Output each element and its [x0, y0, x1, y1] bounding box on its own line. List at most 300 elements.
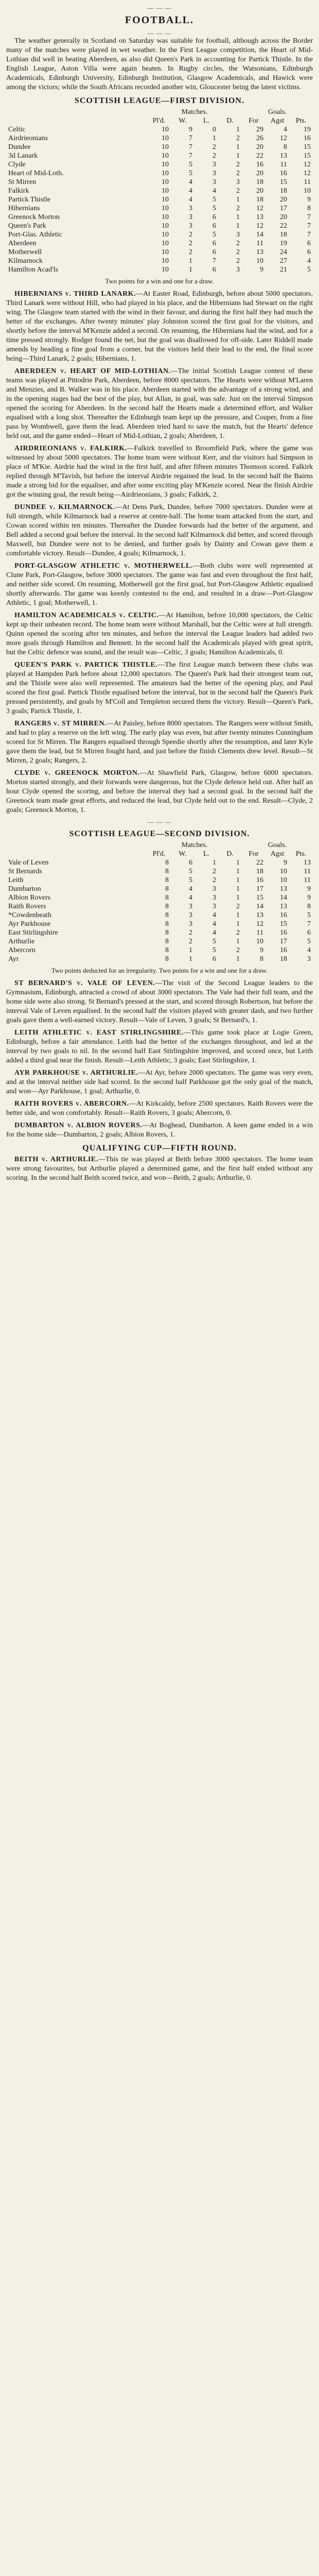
column-header: D.	[226, 117, 234, 125]
first-division-table	[6, 108, 313, 274]
stat-cell: 5	[189, 876, 192, 884]
stat-cell: 2	[236, 946, 240, 954]
stat-cell: 9	[189, 126, 192, 133]
stat-cell: 1	[212, 134, 216, 142]
stat-cell: 2	[236, 903, 240, 910]
report-text: —At Shawfield Park, Glasgow, before 6000 spectators. Morton started strongly, and their forwards were dangerous, but the Clyde defence held out. After half an hour Clyde opened the scoring, and before the interval they had a second goal. In the second half the Greenock team made great efforts, and reduced the lead, but Clyde held out to the end. Result—Clyde, 2 goals; Greenock Morton, 1.	[6, 769, 313, 814]
stat-cell: 11	[304, 868, 311, 875]
stat-cell: 22	[256, 859, 263, 867]
report-text: —At Dens Park, Dundee, before 7000 spectators. Dundee were at full strength, while Kilmarnock had a reserve at centre-half. The home team attacked from the start, and Cowan scored within ten minutes. Thereafter the Dundee forwards had the better of the argument, and Bell added a second goal before the interval. In the second half Kilmarnock did better, and scored through Maxwell, but Dundee were not to be denied, and further goals by Dainty and Cowan gave them a comfortable victory. Result—Dundee, 4 goals; Kilmarnock, 1.	[6, 503, 313, 557]
stat-cell: 13	[280, 885, 287, 893]
stat-cell: 13	[256, 213, 263, 221]
stat-cell: 1	[236, 196, 240, 204]
match-report	[6, 1121, 313, 1140]
stat-cell: 16	[280, 946, 287, 954]
report-text: —At Easter Road, Edinburgh, before about 5000 spectators. Third Lanark were without Hill, who had played in his place, and the Hibernians had Stewart on the right wing. The Glasgow team started with the wind in their favour, and during the first half they had much the better of the exchanges. After twenty minutes' play Johnston scored the first goal for the visitors, and shortly before the interval M'Kenzie added a second. On resuming, the Hibernians had the wind, and for a time pressed strongly. Rodger found the net, but the goal was disallowed for off-side. Later Riddell made amends by heading a fine goal from a corner, but the visitors held their lead to the end, the final score being—Third Lanark, 2 goals; Hibernians, 1.	[6, 290, 313, 363]
stat-cell: 2	[236, 205, 240, 212]
stat-cell: 8	[260, 955, 263, 963]
team-name: Airdrieonians	[8, 134, 48, 142]
stat-cell: 6	[307, 248, 311, 256]
team-name: Ayr Parkhouse	[8, 920, 51, 928]
stat-cell: 1	[189, 955, 192, 963]
stat-cell: 12	[304, 170, 311, 177]
stat-cell: 1	[236, 938, 240, 945]
stat-cell: 1	[189, 266, 192, 274]
report-lead: PORT-GLASGOW ATHLETIC v. MOTHERWELL.	[14, 562, 193, 570]
stat-cell: 7	[307, 222, 311, 230]
stat-cell: 11	[280, 161, 287, 168]
report-lead: LEITH ATHLETIC v. EAST STIRLINGSHIRE.	[14, 1029, 184, 1037]
team-name: Kilmarnock	[8, 257, 43, 265]
team-name: Vale of Leven	[8, 859, 49, 867]
stat-cell: 10	[162, 161, 169, 168]
stat-cell: 1	[236, 126, 240, 133]
stat-cell: 7	[307, 920, 311, 928]
report-lead: AYR PARKHOUSE v. ARTHURLIE.	[14, 1069, 138, 1077]
stat-cell: 24	[280, 248, 287, 256]
stat-cell: 3	[189, 213, 192, 221]
stat-cell: 20	[256, 143, 263, 151]
stat-cell: 17	[256, 885, 263, 893]
stat-cell: 5	[212, 205, 216, 212]
stat-cell: 8	[165, 938, 169, 945]
stat-cell: 7	[212, 257, 216, 265]
report-lead: CLYDE v. GREENOCK MORTON.	[14, 769, 140, 777]
stat-cell: 2	[212, 143, 216, 151]
table-group-header	[6, 108, 313, 116]
stat-cell: 13	[256, 911, 263, 919]
stat-cell: 10	[162, 205, 169, 212]
report-lead: DUNDEE v. KILMARNOCK.	[14, 503, 115, 511]
stat-cell: 1	[236, 885, 240, 893]
stat-cell: 1	[236, 920, 240, 928]
first-division-heading: SCOTTISH LEAGUE—FIRST DIVISION.	[75, 96, 244, 105]
stat-cell: 7	[189, 152, 192, 160]
match-report	[6, 1028, 313, 1065]
team-name: St Mirren	[8, 178, 37, 186]
stat-cell: 4	[189, 885, 192, 893]
stat-cell: 10	[162, 231, 169, 239]
stat-cell: 1	[236, 222, 240, 230]
report-text: —The initial Scottish League contest of these teams was played at Pittodrie Park, Aberdeen, before 8000 spectators. The Hearts were without M'Laren and Menzies, and B. Walker was in his place. Aberdeen started with the advantage of a strong wind, and in the opening stages had the best of the play, but Allan, in goal, was safe. Just on the interval Simpson opened the scoring for Aberdeen. In the second half the Hearts made a determined effort, and Walker equalised with a long shot. Thereafter the Edinburgh team kept up the pressure, and Couper, from a fine pass by Wombwell, gave them the lead. Aberdeen tried hard to save the match, but the Hearts' defence held out, and the game ended—Heart of Mid-Lothian, 2 goals; Aberdeen, 1.	[6, 367, 313, 440]
stat-cell: 16	[280, 170, 287, 177]
stat-cell: 5	[212, 946, 216, 954]
stat-cell: 10	[256, 938, 263, 945]
stat-cell: 1	[236, 143, 240, 151]
stat-cell: 10	[162, 178, 169, 186]
stat-cell: 10	[280, 876, 287, 884]
goals-group-label: Goals.	[268, 108, 287, 116]
table-row	[6, 204, 313, 213]
stat-cell: 8	[307, 903, 311, 910]
stat-cell: 10	[162, 170, 169, 177]
table-row	[6, 920, 313, 928]
stat-cell: 9	[307, 894, 311, 902]
stat-cell: 2	[189, 938, 192, 945]
team-name: Heart of Mid-Loth.	[8, 170, 64, 177]
stat-cell: 10	[162, 222, 169, 230]
stat-cell: 21	[280, 266, 287, 274]
stat-cell: 8	[165, 929, 169, 937]
table-body	[6, 858, 313, 963]
stat-cell: 19	[304, 126, 311, 133]
title-rule: — — —	[147, 29, 172, 37]
stat-cell: 10	[280, 868, 287, 875]
stat-cell: 4	[212, 187, 216, 195]
report-text: —At Kirkcaldy, before 2500 spectators. Raith Rovers were the better side, and won comfortably. Result—Raith Rovers, 3 goals; Abercorn, 0.	[6, 1100, 313, 1117]
team-name: Greenock Morton	[8, 213, 60, 221]
stat-cell: 6	[212, 213, 216, 221]
report-text: —The first League match between these clubs was played at Hampden Park before about 12,000 spectators. The Queen's Park had their strongest team out, and the Thistle were also well represented. The amateurs had the better of the opening play, and Paul scored the first goal. Partick Thistle equalised before the interval, but in the second half the Queen's Park pressed persistently, and goals by M'Coll and Templeton secured them the victory. Result—Queen's Park, 3 goals; Partick Thistle, 1.	[6, 661, 313, 715]
cup-heading: QUALIFYING CUP—FIFTH ROUND.	[82, 1144, 237, 1153]
stat-cell: 3	[189, 903, 192, 910]
match-report	[6, 769, 313, 815]
stat-cell: 1	[189, 257, 192, 265]
table-row	[6, 178, 313, 187]
stat-cell: 10	[162, 187, 169, 195]
second-division-reports	[6, 979, 313, 1140]
report-text: —This tie was played at Beith before 3000 spectators. The home team were strong favourites, but Arthurlie played a determined game, and the first half ended without any scoring. In the second half Beith scored twice, and won—Beith, 2 goals; Arthurlie, 0.	[6, 1156, 313, 1182]
stat-cell: 11	[256, 240, 263, 247]
match-report	[6, 444, 313, 500]
second-division-table	[6, 841, 313, 963]
stat-cell: 1	[236, 152, 240, 160]
stat-cell: 20	[280, 196, 287, 204]
team-name: Hibernians	[8, 205, 40, 212]
matches-group-label: Matches.	[181, 841, 208, 849]
stat-cell: 8	[165, 955, 169, 963]
stat-cell: 8	[165, 885, 169, 893]
stat-cell: 5	[189, 170, 192, 177]
table-row	[6, 885, 313, 893]
stat-cell: 13	[280, 903, 287, 910]
stat-cell: 18	[280, 187, 287, 195]
first-division-note: Two points for a win and one for a draw.	[105, 277, 214, 285]
stat-cell: 12	[280, 134, 287, 142]
stat-cell: 1	[236, 955, 240, 963]
stat-cell: 4	[189, 894, 192, 902]
stat-cell: 20	[256, 187, 263, 195]
stat-cell: 8	[165, 894, 169, 902]
report-text: —At Paisley, before 8000 spectators. The Rangers were without Smith, and had to play a reserve on the left wing. The early play was even, but after twenty minutes Cunningham scored for St Mirren. The Rangers equalised through Speedie shortly after the resumption, and later Kyle gave them the lead, but St Mirren fought hard, and just before the finish Clements drew level. Result—St Mirren, 2 goals; Rangers, 2.	[6, 720, 313, 765]
stat-cell: 6	[307, 240, 311, 247]
team-name: Aberdeen	[8, 240, 37, 247]
stat-cell: 2	[189, 240, 192, 247]
stat-cell: 6	[189, 859, 192, 867]
stat-cell: 3	[189, 222, 192, 230]
stat-cell: 6	[212, 266, 216, 274]
column-header: Pts.	[295, 850, 307, 858]
stat-cell: 16	[280, 911, 287, 919]
stat-cell: 4	[283, 126, 287, 133]
stat-cell: 1	[236, 911, 240, 919]
stat-cell: 10	[162, 152, 169, 160]
stat-cell: 1	[212, 859, 216, 867]
table-row	[6, 867, 313, 876]
stat-cell: 3	[212, 178, 216, 186]
stat-cell: 18	[256, 868, 263, 875]
match-report	[6, 1099, 313, 1118]
stat-cell: 18	[256, 196, 263, 204]
table-row	[6, 876, 313, 885]
column-header: For	[249, 117, 259, 125]
stat-cell: 6	[212, 240, 216, 247]
goals-group-label: Goals.	[268, 841, 287, 849]
report-text: —The visit of the Second League leaders to the Gymnasium, Edinburgh, attracted a crowd of about 3000 spectators. The Vale had their full team, and the home side were also strong. St Bernard's pressed at the start, and scored through Robertson, but before the interval Vale of Leven equalised. In the second half the visitors played with greater dash, and two further goals gave them a well-earned victory. Result—Vale of Leven, 3 goals; St Bernard's, 1.	[6, 979, 313, 1024]
stat-cell: 2	[236, 187, 240, 195]
stat-cell: 19	[280, 240, 287, 247]
table-row	[6, 187, 313, 195]
stat-cell: 6	[212, 222, 216, 230]
stat-cell: 5	[212, 938, 216, 945]
table-row	[6, 143, 313, 151]
column-header: Pl'd.	[152, 117, 166, 125]
match-report	[6, 367, 313, 441]
stat-cell: 4	[212, 929, 216, 937]
stat-cell: 14	[256, 231, 263, 239]
stat-cell: 16	[256, 161, 263, 168]
team-name: Partick Thistle	[8, 196, 50, 204]
table-row	[6, 902, 313, 911]
stat-cell: 16	[256, 876, 263, 884]
team-name: Arthurlie	[8, 938, 35, 945]
match-report	[6, 290, 313, 364]
stat-cell: 12	[256, 222, 263, 230]
stat-cell: 1	[189, 946, 192, 954]
stat-cell: 16	[304, 134, 311, 142]
stat-cell: 8	[165, 876, 169, 884]
report-lead: HIBERNIANS v. THIRD LANARK.	[14, 290, 136, 298]
stat-cell: 2	[236, 170, 240, 177]
table-row	[6, 257, 313, 265]
stat-cell: 11	[304, 876, 311, 884]
team-name: Dundee	[8, 143, 31, 151]
report-text: —At Boghead, Dumbarton. A keen game ended in a win for the home side—Dumbarton, 2 goals; Albion Rovers, 1.	[6, 1122, 313, 1139]
stat-cell: 18	[280, 231, 287, 239]
team-name: Queen's Park	[8, 222, 46, 230]
table-row	[6, 911, 313, 920]
stat-cell: 15	[304, 152, 311, 160]
team-name: Raith Rovers	[8, 903, 46, 910]
stat-cell: 17	[280, 205, 287, 212]
report-text: —Both clubs were well represented at Clune Park, Port-Glasgow, before 3000 spectators. The game was fast and even throughout the first half, and neither side scored. On resuming, Motherwell got the first goal, but Port-Glasgow Athletic equalised shortly afterwards. The game was keenly contested to the end, and resulted in a draw—Port-Glasgow Athletic, 1 goal; Motherwell, 1.	[6, 562, 313, 607]
stat-cell: 0	[212, 126, 216, 133]
stat-cell: 8	[283, 143, 287, 151]
stat-cell: 9	[260, 266, 263, 274]
stat-cell: 27	[280, 257, 287, 265]
team-name: Motherwell	[8, 248, 42, 256]
team-name: Clyde	[8, 161, 26, 168]
stat-cell: 3	[189, 205, 192, 212]
table-row	[6, 230, 313, 239]
stat-cell: 7	[189, 134, 192, 142]
stat-cell: 7	[189, 143, 192, 151]
report-text: —This game took place at Logie Green, Edinburgh, before a fair attendance. Leith had the better of the exchanges throughout, and led at the interval by two goals to nil. In the second half East Stirlingshire improved, and scored once, but Leith added a third goal near the finish. Result—Leith Athletic, 3 goals; East Stirlingshire, 1.	[6, 1029, 313, 1064]
table-row	[6, 248, 313, 257]
report-text: —Falkirk travelled to Broomfield Park, where the game was witnessed by about 5000 spectators. The home team were without Kerr, and the visitors had Simpson in place of M'Kie. Airdrie had the wind in the first half, and after fifteen minutes Thomson scored. Falkirk replied through M'Tavish, but before the interval Airdrie regained the lead. In the second half the Bairns made a strong bid for the equaliser, and after some exciting play M'Kenzie scored. Near the finish Airdrie got the winning goal, the result being—Airdrieonians, 3 goals; Falkirk, 2.	[6, 445, 313, 499]
table-row	[6, 169, 313, 178]
stat-cell: 8	[165, 903, 169, 910]
stat-cell: 2	[212, 868, 216, 875]
team-name: St Bernards	[8, 868, 42, 875]
stat-cell: 4	[212, 911, 216, 919]
stat-cell: 1	[236, 213, 240, 221]
stat-cell: 5	[189, 868, 192, 875]
stat-cell: 10	[162, 134, 169, 142]
stat-cell: 2	[236, 248, 240, 256]
stat-cell: 1	[236, 868, 240, 875]
stat-cell: 8	[165, 946, 169, 954]
column-header: L.	[203, 117, 210, 125]
stat-cell: 2	[212, 152, 216, 160]
stat-cell: 5	[189, 161, 192, 168]
stat-cell: 11	[304, 178, 311, 186]
stat-cell: 3	[236, 178, 240, 186]
stat-cell: 9	[307, 196, 311, 204]
stat-cell: 5	[307, 938, 311, 945]
page-title: FOOTBALL.	[125, 14, 194, 26]
team-name: Albion Rovers	[8, 894, 51, 902]
stat-cell: 3	[189, 911, 192, 919]
table-row	[6, 151, 313, 160]
stat-cell: 14	[256, 903, 263, 910]
stat-cell: 3	[212, 903, 216, 910]
stat-cell: 26	[256, 134, 263, 142]
stat-cell: 18	[280, 955, 287, 963]
table-row	[6, 928, 313, 937]
stat-cell: 4	[212, 920, 216, 928]
team-name: 3d Lanark	[8, 152, 38, 160]
stat-cell: 29	[256, 126, 263, 133]
column-header: W.	[179, 850, 187, 858]
stat-cell: 10	[162, 126, 169, 133]
stat-cell: 8	[165, 911, 169, 919]
team-name: Abercorn	[8, 946, 36, 954]
stat-cell: 9	[307, 885, 311, 893]
column-header: Agst	[270, 850, 285, 858]
match-report	[6, 1069, 313, 1096]
second-division-note: Two points deducted for an irregularity. Two points for a win and one for a draw.	[51, 967, 268, 974]
stat-cell: 1	[236, 876, 240, 884]
table-row	[6, 160, 313, 169]
stat-cell: 2	[189, 248, 192, 256]
column-header: W.	[179, 117, 187, 125]
report-lead: RANGERS v. ST MIRREN.	[14, 720, 107, 727]
column-header: Pl'd.	[152, 850, 166, 858]
table-row	[6, 955, 313, 963]
stat-cell: 18	[256, 178, 263, 186]
stat-cell: 14	[280, 894, 287, 902]
team-name: Dumbarton	[8, 885, 41, 893]
team-name: Hamilton Acad'ls	[8, 266, 59, 274]
report-text: —At Hamilton, before 10,000 spectators, the Celtic kept up their unbeaten record. The home team were without Marshall, but the Celtic were at full strength. Quinn opened the scoring after ten minutes, and before the interval the League leaders had added two more goals through Hamilton and Bennett. In the second half the Academicals played with great spirit, but the Celtic defence was sound, and the result was—Celtic, 3 goals; Hamilton Academicals, 0.	[6, 612, 313, 656]
stat-cell: 9	[283, 859, 287, 867]
match-report	[6, 611, 313, 657]
stat-cell: 10	[162, 143, 169, 151]
top-rule: — — —	[147, 4, 172, 11]
column-header: For	[249, 850, 259, 858]
table-row	[6, 213, 313, 222]
stat-cell: 2	[236, 257, 240, 265]
stat-cell: 15	[280, 920, 287, 928]
stat-cell: 10	[304, 187, 311, 195]
match-report	[6, 719, 313, 766]
team-name: *Cowdenbeath	[8, 911, 51, 919]
stat-cell: 6	[212, 248, 216, 256]
stat-cell: 8	[165, 859, 169, 867]
stat-cell: 10	[162, 248, 169, 256]
stat-cell: 2	[236, 929, 240, 937]
stat-cell: 1	[236, 894, 240, 902]
stat-cell: 12	[256, 920, 263, 928]
stat-cell: 2	[236, 240, 240, 247]
match-report	[6, 562, 313, 608]
second-division-heading: SCOTTISH LEAGUE—SECOND DIVISION.	[69, 829, 250, 838]
stat-cell: 4	[307, 257, 311, 265]
stat-cell: 16	[280, 929, 287, 937]
report-lead: BEITH v. ARTHURLIE.	[14, 1156, 98, 1163]
stat-cell: 13	[304, 859, 311, 867]
stat-cell: 1	[236, 859, 240, 867]
table-row	[6, 937, 313, 946]
match-report	[6, 660, 313, 716]
report-lead: AIRDRIEONIANS v. FALKIRK.	[14, 445, 127, 452]
stat-cell: 22	[256, 152, 263, 160]
stat-cell: 6	[307, 929, 311, 937]
team-name: Leith	[8, 876, 24, 884]
table-group-header	[6, 841, 313, 850]
stat-cell: 3	[236, 231, 240, 239]
table-row	[6, 125, 313, 134]
report-lead: HAMILTON ACADEMICALS v. CELTIC.	[14, 612, 159, 619]
stat-cell: 4	[189, 178, 192, 186]
stat-cell: 5	[307, 911, 311, 919]
table-row	[6, 893, 313, 902]
team-name: Ayr	[8, 955, 19, 963]
stat-cell: 17	[280, 938, 287, 945]
stat-cell: 3	[212, 894, 216, 902]
stat-cell: 2	[236, 161, 240, 168]
column-header: Pts.	[295, 117, 307, 125]
stat-cell: 2	[212, 876, 216, 884]
stat-cell: 12	[304, 161, 311, 168]
stat-cell: 5	[212, 196, 216, 204]
stat-cell: 5	[307, 266, 311, 274]
intro-paragraph: The weather generally in Scotland on Saturday was suitable for football, although across the Border many of the matches were played in wet weather. In the First League competition, the Heart of Mid-Lothian did well in beating Aberdeen, as also did Queen's Park in accounting for Partick Thistle. In the English League, Aston Villa were again beaten. In Rugby circles, the Watsonians, Edinburgh Academicals, Edinburgh University, Edinburgh Institution, Glasgow Academicals, and Hawick were among the victors; while the South Africans recorded another win, Gloucester being the latest victims.	[6, 37, 313, 91]
stat-cell: 11	[256, 929, 263, 937]
matches-group-label: Matches.	[181, 108, 208, 116]
stat-cell: 8	[307, 205, 311, 212]
report-lead: ST BERNARD'S v. VALE OF LEVEN.	[14, 979, 155, 987]
table-body	[6, 125, 313, 274]
table-row	[6, 134, 313, 143]
table-row	[6, 195, 313, 204]
column-header: Agst	[270, 117, 285, 125]
section-rule: — — —	[147, 818, 172, 825]
stat-cell: 3	[212, 161, 216, 168]
column-header: D.	[226, 850, 234, 858]
stat-cell: 3	[189, 920, 192, 928]
stat-cell: 10	[162, 240, 169, 247]
stat-cell: 10	[256, 257, 263, 265]
stat-cell: 9	[260, 946, 263, 954]
team-name: Port-Glas. Athletic	[8, 231, 62, 239]
report-lead: QUEEN'S PARK v. PARTICK THISTLE.	[14, 661, 158, 669]
column-header: L.	[203, 850, 210, 858]
stat-cell: 13	[280, 152, 287, 160]
stat-cell: 10	[162, 213, 169, 221]
stat-cell: 10	[162, 196, 169, 204]
